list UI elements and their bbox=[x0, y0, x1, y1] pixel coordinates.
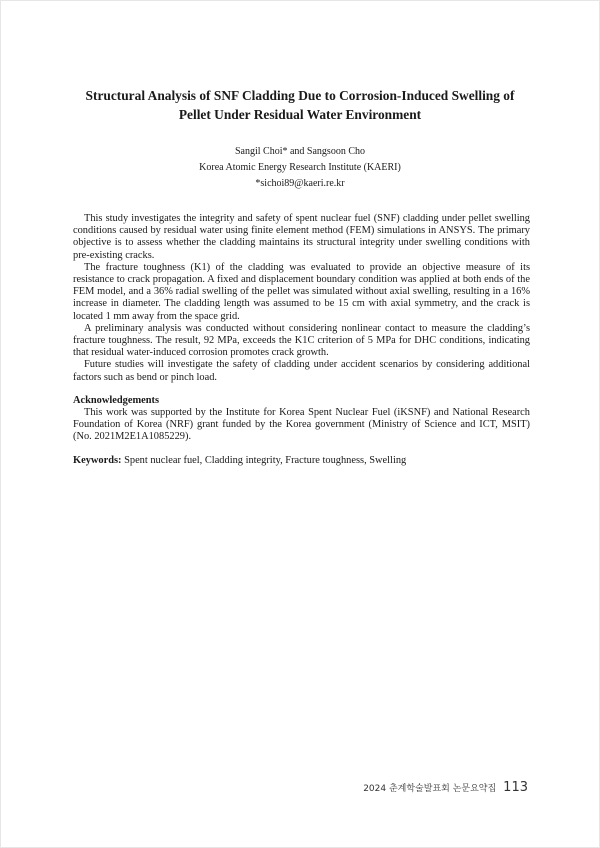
title-line-1: Structural Analysis of SNF Cladding Due to Corrosion-Induced Swelling of bbox=[85, 88, 515, 103]
abstract-paragraph-4: Future studies will investigate the safety of cladding under accident scenarios by considering additional factors such as bend or pinch load. bbox=[73, 359, 530, 383]
page-number: 113 bbox=[503, 780, 528, 795]
keywords bbox=[73, 455, 530, 467]
affiliation: Korea Atomic Energy Research Institute (KAERI) bbox=[199, 162, 401, 173]
abstract-paragraph-1: This study investigates the integrity and safety of spent nuclear fuel (SNF) cladding under pellet swelling conditions caused by residual water using finite element method (FEM) simulations in ANSYS. The primary objective is to assess whether the cladding maintains its structural integrity under swelling conditions with pre-existing cracks. bbox=[73, 213, 530, 261]
author-email[interactable]: *sichoi89@kaeri.re.kr bbox=[255, 178, 345, 189]
acknowledgements-heading: Acknowledgements bbox=[73, 394, 160, 406]
keywords-text: Spent nuclear fuel, Cladding integrity, Fracture toughness, Swelling bbox=[124, 454, 407, 466]
proceedings-label: 2024 춘계학술발표회 논문요약집 bbox=[363, 784, 497, 794]
keywords-label: Keywords: bbox=[73, 454, 122, 466]
paper-title bbox=[60, 86, 540, 124]
title-line-2: Pellet Under Residual Water Environment bbox=[178, 107, 422, 122]
abstract-paragraph-2: The fracture toughness (K1) of the cladding was evaluated to provide an objective measure of its resistance to crack propagation. A fixed and displacement boundary condition was applied at both ends of the FEM model, and a 36% radial swelling of the pellet was simulated without axial swelling, resulting in a 16% increase in diameter. The cladding length was assumed to be 15 cm with axial symmetry, and the crack is located 1 mm away from the space grid. bbox=[73, 261, 530, 322]
authors: Sangil Choi* and Sangsoon Cho bbox=[234, 146, 365, 157]
acknowledgements-text: This work was supported by the Institute for Korea Spent Nuclear Fuel (iKSNF) and National Research Foundation of Korea (NRF) grant funded by the Korea government (Ministry of Science and ICT, MSIT) (No. 2021M2E1A1085229). bbox=[73, 407, 530, 443]
page-footer bbox=[363, 780, 528, 795]
abstract-body bbox=[73, 213, 530, 467]
abstract-paragraph-3: A preliminary analysis was conducted without considering nonlinear contact to measure the cladding’s fracture toughness. The result, 92 MPa, exceeds the K1C criterion of 5 MPa for DHC conditions, indicating that residual water-induced corrosion promotes crack growth. bbox=[73, 322, 530, 359]
